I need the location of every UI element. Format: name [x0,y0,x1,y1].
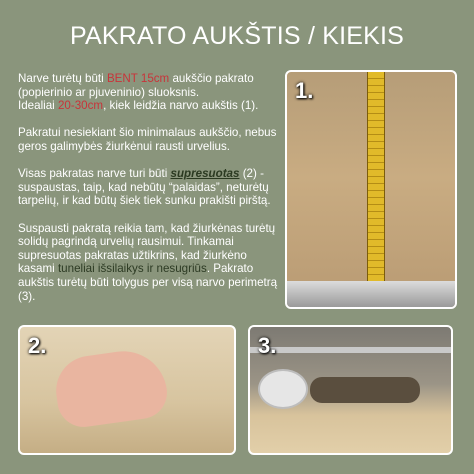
text-span: aukščio pakrato (popierinio ar pjuveninio) sluoksnis. [18,72,254,99]
text-span: Narve turėtų būti [18,72,107,85]
tape-measure [367,72,385,307]
hand-pressing [52,346,171,431]
text-span: Suspausti pakratą reikia tam, kad žiurkėnas turėtų solidų pagrindą urvelių rausimui. Tinkamai supresuotas pakratas užtikrins, kad žiurkėno kasami [18,221,276,276]
text-span: (2) - suspaustas, taip, kad nebūtų “palaidas”, neturėtų tarpelių, ir kad būtų šiek tiek sunku prakišti pirštą. [18,167,271,208]
cage-edge [250,347,451,353]
info-text [18,72,280,317]
compressed-emphasis: supresuotas [170,167,240,181]
text-span: Visas pakratas narve turi būti [18,167,171,181]
paragraph-height [18,72,280,113]
wooden-log [310,377,420,403]
paragraph-compressed [18,167,280,208]
photo-pressing-bedding [18,325,236,455]
paragraph-tunnels [18,222,280,304]
photo-number-1: 1. [295,78,314,103]
photo-even-bedding [248,325,453,455]
photo-measuring-bedding [285,70,457,309]
ideal-height-highlight: 20-30cm [57,99,104,113]
tunnel-tube [258,369,308,409]
paragraph-warning: Pakratui nesiekiant šio minimalaus aukščio, nebus geros galimybės žiurkėnui rausti urvelius. [18,126,277,153]
text-span: . Pakrato aukštis turėtų būti tolygus per visą narvo perimetrą (3). [18,262,278,303]
min-height-highlight: BENT 15cm [106,72,170,85]
photo-number-2: 2. [28,333,47,358]
cage-frame [287,281,455,307]
text-span: Idealiai [18,99,58,113]
photo-number-3: 3. [258,333,277,358]
page-title: PAKRATO AUKŠTIS / KIEKIS [69,22,405,50]
tunnels-highlight: tuneliai išsilaikys ir nesugriūs [57,262,207,276]
text-span: , kiek leidžia narvo aukštis (1). [103,99,259,113]
